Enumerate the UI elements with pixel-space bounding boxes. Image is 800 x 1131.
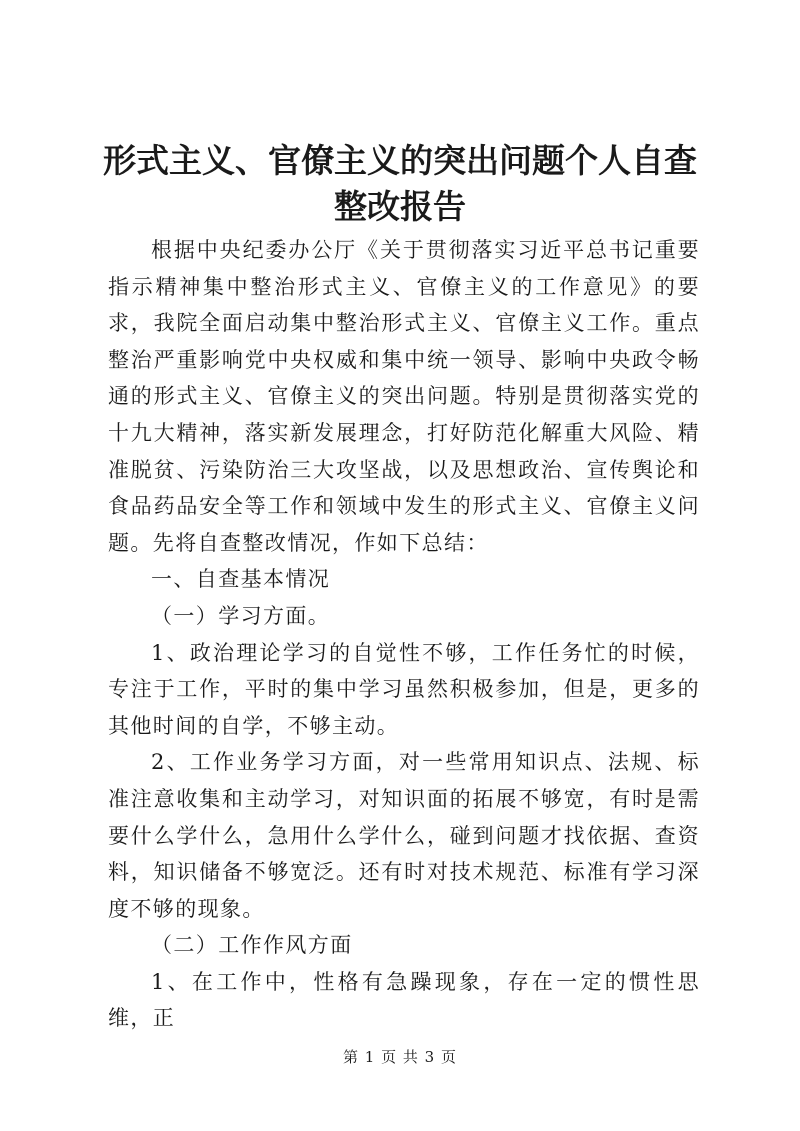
study-item-2: 2、工作业务学习方面，对一些常用知识点、法规、标准注意收集和主动学习，对知识面的拓展不够宽，有时是需要什么学什么，急用什么学什么，碰到问题才找依据、查资料，知识储备不够宽泛。还有时对技术规范、标准有学习深度不够的现象。 (108, 750, 700, 921)
work-style-item-1: 1、在工作中，性格有急躁现象，存在一定的惯性思维，正 (108, 969, 700, 1031)
document-title: 形式主义、官僚主义的突出问题个人自查整改报告 (103, 141, 697, 226)
subsection-heading-work-style: （二）工作作风方面 (151, 933, 353, 958)
document-body (108, 232, 700, 1037)
subsection-heading-study: （一）学习方面。 (151, 603, 331, 628)
section-heading-1: 一、自查基本情况 (151, 567, 331, 592)
intro-paragraph: 根据中央纪委办公厅《关于贯彻落实习近平总书记重要指示精神集中整治形式主义、官僚主义的工作意见》的要求，我院全面启动集中整治形式主义、官僚主义工作。重点整治严重影响党中央权威和集中统一领导、影响中央政令畅通的形式主义、官僚主义的突出问题。特别是贯彻落实党的十九大精神，落实新发展理念，打好防范化解重大风险、精准脱贫、污染防治三大攻坚战，以及思想政治、宣传舆论和食品药品安全等工作和领域中发生的形式主义、官僚主义问题。先将自查整改情况，作如下总结： (108, 238, 700, 555)
page-footer: 第 1 页 共 3 页 (343, 1048, 457, 1066)
study-item-1: 1、政治理论学习的自觉性不够，工作任务忙的时候，专注于工作，平时的集中学习虽然积极参加，但是，更多的其他时间的自学，不够主动。 (108, 640, 700, 738)
